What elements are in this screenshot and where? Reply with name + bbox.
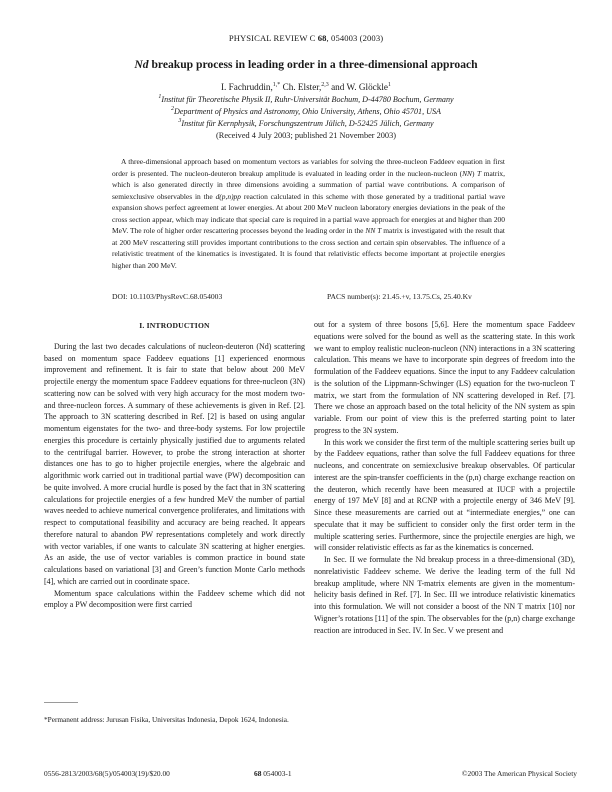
author-affiliation-mark: 1,* bbox=[272, 82, 281, 88]
abstract-text: A three-dimensional approach based on momentum vectors as variables for solving the three-nucleon Faddeev equation in first order is presented. The nucleon-deuteron breakup amplitude is evaluated in leading order in the nucleon-nucleon ( bbox=[112, 157, 505, 178]
page-id: 054003-1 bbox=[261, 769, 292, 778]
author-affiliation-mark: 1 bbox=[387, 82, 391, 88]
affiliation-text: Department of Physics and Astronomy, Ohio University, Athens, Ohio 45701, USA bbox=[174, 107, 441, 116]
title-italic: Nd bbox=[134, 58, 149, 71]
abstract-text: ) bbox=[472, 168, 478, 178]
body-paragraph: In Sec. II we formulate the Nd breakup process in a three-dimensional (3D), nonrelativistic Faddeev scheme. We derive the leading term of the full Nd breakup amplitude, where NN T-matrix elements are given in the momentum-helicity basis defined in Ref. [7]. In Sec. III we introduce relativistic kinematics into this formulation. We will not consider a boost of the NN T matrix [10] nor Wigner’s rotations [11] of the spin. The observables for the (p,n) charge exchange reaction are introduced in Sec. IV. In Sec. V we present and bbox=[314, 555, 575, 635]
body-paragraph: During the last two decades calculations of nucleon-deuteron (Nd) scattering based on momentum space Faddeev equations [1] experienced enormous improvement and refinement. It is fair to state that below about 200 MeV projectile energy the momentum space Faddeev equations for three-nucleon (3N) scattering now can be solved with very high accuracy for the most modern two- and three-nucleon forces. A summary of these achievements is given in Ref. [2]. The approach to 3N scattering described in Ref. [2] is based on using angular momentum eigenstates for the two- and three-body systems. For low projectile energies this procedure is certainly physically justified due to arguments related to the centrifugal barrier. However, to probe the strong interaction at shorter distances one has to go to higher projectile energies, where the algebraic and algorithmic work carried out in traditional partial wave (PW) decomposition can be quite involved. A more crucial hurdle is posed by the fact that in 3N scattering calculations for projectile energies of a few hundred MeV the number of partial waves needed to achieve numerical convergence proliferates, and limitations with respect to computational feasibility and accuracy are being reached. It appears therefore natural to abandon PW representations completely and work directly with vector variables, if one wants to calculate 3N scattering at higher energies. As an aside, the use of vector variables is common practice in bound state calculations based on variational [3] and Green’s function Monte Carlo methods [4], which are carried out in coordinate space. bbox=[44, 341, 305, 586]
journal-article-number: , 054003 (2003) bbox=[326, 33, 384, 43]
affiliation bbox=[0, 119, 612, 128]
abstract-text: matrix is investigated with the result that at 200 MeV rescattering still provides important contributions to the cross section and certain spin observables. The influence of a relativistic treatment of the kinematics is investigated. It is found that relativistic effects become important at projectile energies higher than 200 MeV. bbox=[112, 226, 505, 270]
section-heading: I. INTRODUCTION bbox=[139, 321, 210, 330]
abstract bbox=[112, 156, 505, 271]
author-name: Ch. Elster, bbox=[280, 82, 322, 92]
affiliation-mark: 3 bbox=[178, 118, 182, 124]
footnote-divider bbox=[44, 702, 78, 703]
paper-title bbox=[0, 58, 612, 71]
page-number bbox=[254, 769, 292, 778]
abstract-italic: NN T bbox=[365, 226, 382, 236]
left-column bbox=[44, 320, 305, 611]
abstract-italic: T bbox=[477, 168, 482, 178]
page-volume: 68 bbox=[254, 769, 262, 778]
author-name: and W. Glöckle bbox=[328, 82, 388, 92]
body-paragraph: In this work we consider the first term of the multiple scattering series built up by the Faddeev equations, rather than solve the full Faddeev equations for three nucleons, and concentrate on semiexclusive breakup observables. Of particular interest are the spin-transfer coefficients in the (p,n) charge exchange reaction on the deuteron, which recently have been measured at IUCF with a projectile energy of 197 MeV [8] and at RCNP with a projectile energy of 346 MeV [9]. Since these measurements are carried out at “intermediate energies,” one can speculate that it may be sufficient to consider only the first order term in the multiple scattering series. Furthermore, since the projectile energies are high, we will consider relativistic effects as far as the kinematics is concerned. bbox=[314, 437, 575, 553]
body-paragraph: Momentum space calculations within the Faddeev scheme which did not employ a PW decomposition were first carried bbox=[44, 588, 305, 610]
journal-name: PHYSICAL REVIEW C bbox=[228, 33, 318, 43]
affiliation-mark: 1 bbox=[158, 94, 162, 100]
affiliation-text: Institut für Kernphysik, Forschungszentrum Jülich, D-52425 Jülich, Germany bbox=[181, 119, 434, 128]
abstract-text: reaction calculated in this scheme with those generated by a traditional partial wave expansion shows perfect agreement at lower energies. At about 200 MeV nucleon laboratory energies deviations in the peak of the cross section appear, which may indicate that special care is required in a partial wave approach for energies at and higher than 200 MeV. The role of higher order rescattering processes beyond the leading order in the bbox=[112, 191, 505, 236]
footer-code: 0556-2813/2003/68(5)/054003(19)/$20.00 bbox=[44, 769, 170, 778]
received-date: (Received 4 July 2003; published 21 November 2003) bbox=[216, 131, 396, 140]
journal-volume: 68 bbox=[317, 33, 327, 43]
abstract-italic: NN bbox=[462, 168, 472, 178]
affiliation bbox=[0, 95, 612, 104]
pacs-numbers: PACS number(s): 21.45.+v, 13.75.Cs, 25.40.Kv bbox=[327, 292, 472, 301]
copyright: ©2003 The American Physical Society bbox=[461, 769, 577, 778]
author-affiliation-mark: 2,3 bbox=[321, 82, 329, 88]
body-paragraph: out for a system of three bosons [5,6]. Here the momentum space Faddeev equations were solved for the bound as well as the scattering state. In this work we want to employ realistic nucleon-nucleon (NN) interactions in a 3N scattering calculation. This means we have to incorporate spin degrees of freedom into the formulation of the Faddeev equations. Since the input to any Faddeev calculation is the solution of the Lippmann-Schwinger (LS) equation for the two-nucleon T matrix, we start from the formulation of NN scattering developed in Ref. [7]. There we chose an approach based on the total helicity of the NN system as spin variable. From our point of view this is the preferred starting point to later progress to the 3N system. bbox=[314, 320, 575, 435]
affiliation bbox=[0, 107, 612, 116]
author-list bbox=[0, 82, 612, 92]
doi-link[interactable]: DOI: 10.1103/PhysRevC.68.054003 bbox=[112, 292, 223, 301]
affiliation-mark: 2 bbox=[171, 106, 175, 112]
abstract-text: matrix, which is also generated directly in three dimensions avoiding a summation of partial wave contributions. A comparison of semiexclusive observables in the bbox=[112, 168, 505, 201]
author-name: I. Fachruddin, bbox=[221, 82, 273, 92]
footnote: *Permanent address: Jurusan Fisika, Universitas Indonesia, Depok 1624, Indonesia. bbox=[44, 715, 289, 724]
right-column bbox=[314, 319, 575, 636]
abstract-italic: d(p,n)pp bbox=[215, 191, 241, 201]
affiliation-text: Institut für Theoretische Physik II, Ruhr-Universität Bochum, D-44780 Bochum, Germany bbox=[161, 95, 454, 104]
title-text: breakup process in leading order in a three-dimensional approach bbox=[148, 58, 478, 71]
journal-header bbox=[0, 33, 612, 43]
